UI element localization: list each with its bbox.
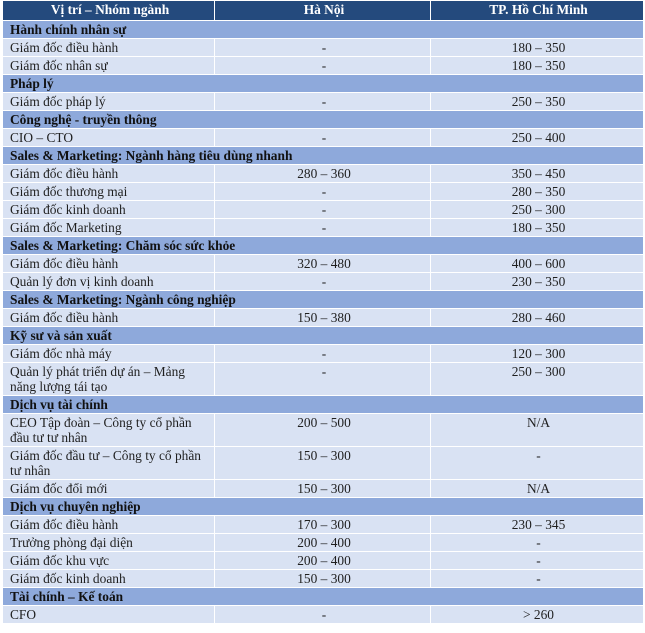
hanoi-salary-cell: - [215, 345, 431, 363]
table-row [3, 552, 644, 570]
hcm-salary-cell: 400 – 600 [431, 255, 644, 273]
hanoi-salary-cell: - [215, 57, 431, 75]
table-row [3, 93, 644, 111]
hcm-salary-cell: 180 – 350 [431, 57, 644, 75]
position-cell: Giám đốc đầu tư – Công ty cổ phần tư nhân [3, 447, 215, 480]
group-title: Công nghệ - truyền thông [3, 111, 644, 129]
position-cell: Giám đốc điều hành [3, 39, 215, 57]
hanoi-salary-cell: 150 – 300 [215, 447, 431, 480]
position-cell: Giám đốc Marketing [3, 219, 215, 237]
hcm-salary-cell: 180 – 350 [431, 39, 644, 57]
table-row [3, 219, 644, 237]
table-row [3, 534, 644, 552]
group-row [3, 237, 644, 255]
table-body [3, 21, 644, 624]
hcm-salary-cell: 230 – 345 [431, 516, 644, 534]
position-cell: Quản lý phát triển dự án – Mảng năng lượng tái tạo [3, 363, 215, 396]
hcm-salary-cell: - [431, 447, 644, 480]
position-cell: Quản lý đơn vị kinh doanh [3, 273, 215, 291]
table-row [3, 201, 644, 219]
position-cell: Giám đốc điều hành [3, 309, 215, 327]
hanoi-salary-cell: - [215, 273, 431, 291]
hanoi-salary-cell: - [215, 201, 431, 219]
group-title: Pháp lý [3, 75, 644, 93]
table-row [3, 570, 644, 588]
group-row [3, 147, 644, 165]
hcm-salary-cell: 250 – 300 [431, 201, 644, 219]
position-cell: Trưởng phòng đại diện [3, 534, 215, 552]
table-row [3, 363, 644, 396]
hcm-salary-cell: 250 – 350 [431, 93, 644, 111]
hcm-salary-cell: > 260 [431, 606, 644, 624]
table-row [3, 345, 644, 363]
position-cell: Giám đốc đổi mới [3, 480, 215, 498]
group-title: Sales & Marketing: Ngành công nghiệp [3, 291, 644, 309]
position-cell: Giám đốc kinh doanh [3, 570, 215, 588]
position-cell: Giám đốc nhân sự [3, 57, 215, 75]
position-cell: Giám đốc điều hành [3, 255, 215, 273]
hanoi-salary-cell: 170 – 300 [215, 516, 431, 534]
table-row [3, 516, 644, 534]
position-cell: CFO [3, 606, 215, 624]
group-row [3, 75, 644, 93]
table-row [3, 309, 644, 327]
hanoi-salary-cell: - [215, 39, 431, 57]
table-row [3, 606, 644, 624]
group-row [3, 291, 644, 309]
table-header [3, 1, 644, 21]
hcm-salary-cell: - [431, 570, 644, 588]
hanoi-salary-cell: 200 – 500 [215, 414, 431, 447]
group-title: Sales & Marketing: Ngành hàng tiêu dùng nhanh [3, 147, 644, 165]
position-cell: Giám đốc kinh doanh [3, 201, 215, 219]
header-position: Vị trí – Nhóm ngành [3, 1, 215, 21]
group-row [3, 21, 644, 39]
group-title: Tài chính – Kế toán [3, 588, 644, 606]
group-title: Hành chính nhân sự [3, 21, 644, 39]
hanoi-salary-cell: - [215, 93, 431, 111]
hanoi-salary-cell: - [215, 606, 431, 624]
hcm-salary-cell: 250 – 400 [431, 129, 644, 147]
table-row [3, 255, 644, 273]
table-row [3, 273, 644, 291]
position-cell: Giám đốc điều hành [3, 516, 215, 534]
header-row [3, 1, 644, 21]
position-cell: CIO – CTO [3, 129, 215, 147]
group-row [3, 498, 644, 516]
group-title: Dịch vụ chuyên nghiệp [3, 498, 644, 516]
hanoi-salary-cell: 200 – 400 [215, 552, 431, 570]
hcm-salary-cell: 180 – 350 [431, 219, 644, 237]
hanoi-salary-cell: - [215, 129, 431, 147]
hanoi-salary-cell: 150 – 380 [215, 309, 431, 327]
position-cell: Giám đốc nhà máy [3, 345, 215, 363]
hcm-salary-cell: 280 – 350 [431, 183, 644, 201]
hanoi-salary-cell: 150 – 300 [215, 570, 431, 588]
table-row [3, 39, 644, 57]
hcm-salary-cell: - [431, 552, 644, 570]
hcm-salary-cell: N/A [431, 414, 644, 447]
hanoi-salary-cell: - [215, 363, 431, 396]
position-cell: Giám đốc khu vực [3, 552, 215, 570]
table-row [3, 447, 644, 480]
hanoi-salary-cell: - [215, 183, 431, 201]
header-hanoi: Hà Nội [215, 1, 431, 21]
hcm-salary-cell: 350 – 450 [431, 165, 644, 183]
hcm-salary-cell: - [431, 534, 644, 552]
hcm-salary-cell: 120 – 300 [431, 345, 644, 363]
hanoi-salary-cell: - [215, 219, 431, 237]
table-row [3, 480, 644, 498]
group-title: Kỹ sư và sản xuất [3, 327, 644, 345]
hanoi-salary-cell: 150 – 300 [215, 480, 431, 498]
group-row [3, 396, 644, 414]
table-row [3, 57, 644, 75]
position-cell: Giám đốc điều hành [3, 165, 215, 183]
position-cell: CEO Tập đoàn – Công ty cổ phần đầu tư tư nhân [3, 414, 215, 447]
group-title: Sales & Marketing: Chăm sóc sức khỏe [3, 237, 644, 255]
hanoi-salary-cell: 280 – 360 [215, 165, 431, 183]
group-row [3, 111, 644, 129]
hcm-salary-cell: 280 – 460 [431, 309, 644, 327]
table-row [3, 129, 644, 147]
hcm-salary-cell: 250 – 300 [431, 363, 644, 396]
table-row [3, 183, 644, 201]
header-hcm: TP. Hồ Chí Minh [431, 1, 644, 21]
hcm-salary-cell: 230 – 350 [431, 273, 644, 291]
position-cell: Giám đốc pháp lý [3, 93, 215, 111]
hanoi-salary-cell: 200 – 400 [215, 534, 431, 552]
table-row [3, 414, 644, 447]
group-row [3, 588, 644, 606]
table-row [3, 165, 644, 183]
position-cell: Giám đốc thương mại [3, 183, 215, 201]
salary-table [2, 0, 644, 624]
hcm-salary-cell: N/A [431, 480, 644, 498]
hanoi-salary-cell: 320 – 480 [215, 255, 431, 273]
group-row [3, 327, 644, 345]
group-title: Dịch vụ tài chính [3, 396, 644, 414]
